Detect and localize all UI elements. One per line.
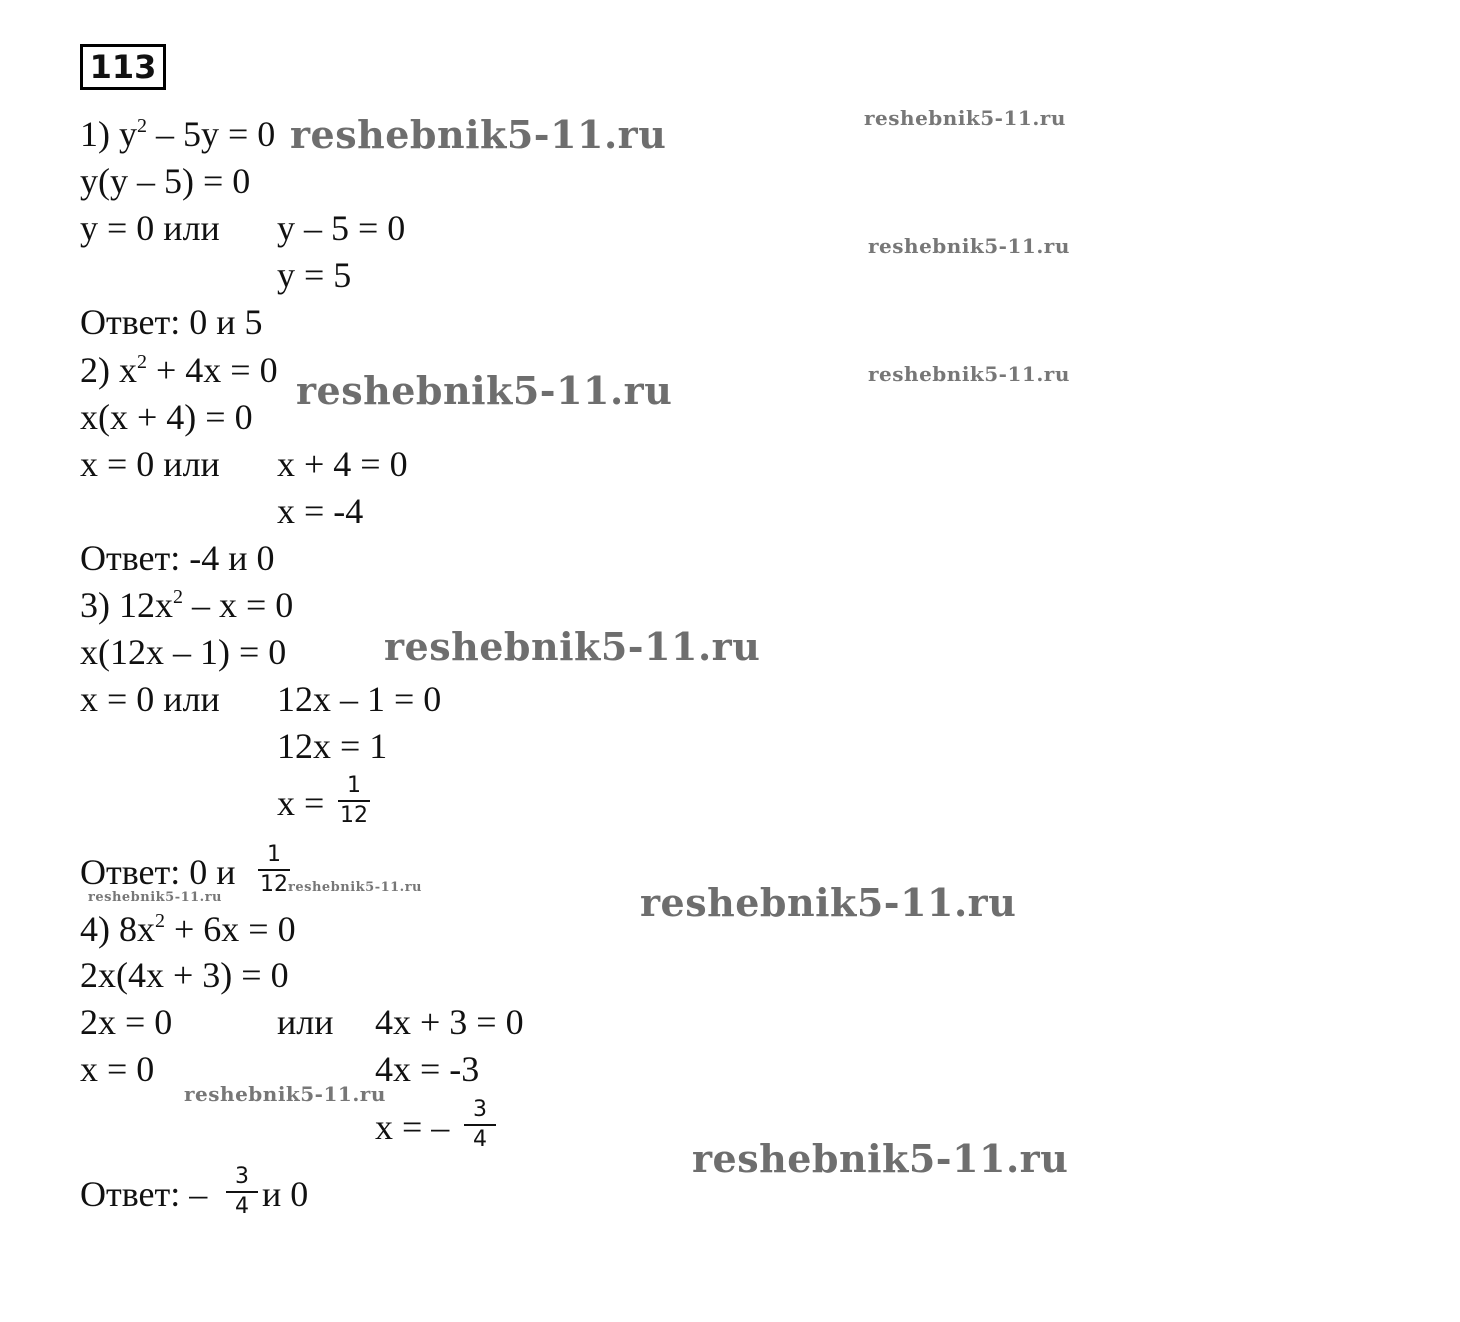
p4-ans-denominator: 4 [235,1194,249,1219]
p3-frac-numerator: 1 [347,773,361,798]
p3-case-a: x = 0 или [80,679,220,719]
p4-or: или [277,1002,334,1042]
p3-ans-numerator: 1 [267,842,281,867]
p4-case-b2: 4x = -3 [375,1049,480,1089]
p2-equation: 2) $x^2 + 4x = 0$ [80,350,278,390]
p1-case-b: y – 5 = 0 [277,208,406,248]
p1-case-b2: y = 5 [277,255,352,295]
p4-factored: 2x(4x + 3) = 0 [80,955,289,995]
p3-case-b: 12x – 1 = 0 [277,679,442,719]
watermark: reshebnik5-11.ru [692,1136,1069,1181]
watermark: reshebnik5-11.ru [864,106,1066,130]
watermark: reshebnik5-11.ru [88,890,223,905]
p4-answer-fraction [222,1163,262,1221]
p1-equation: 1) $y^2 - 5y = 0$ [80,114,276,154]
p2-answer: Ответ: -4 и 0 [80,538,275,578]
p4-answer-suffix: и 0 [262,1174,309,1214]
watermark: reshebnik5-11.ru [868,234,1070,258]
p4-frac-denominator: 4 [473,1127,487,1152]
watermark: reshebnik5-11.ru [184,1082,386,1106]
p2-case-b2: x = -4 [277,491,364,531]
p4-fraction [460,1096,500,1154]
p1-factored: y(y – 5) = 0 [80,161,251,201]
p2-case-b: x + 4 = 0 [277,444,408,484]
p3-case-b2: 12x = 1 [277,726,388,766]
p4-case-a2: x = 0 [80,1049,155,1089]
p4-answer: Ответ: – [80,1174,208,1214]
watermark: reshebnik5-11.ru [868,362,1070,386]
p4-case-b: 4x + 3 = 0 [375,1002,524,1042]
p3-case-b3: x = [277,783,325,823]
p3-frac-denominator: 12 [340,803,368,828]
p2-case-a: x = 0 или [80,444,220,484]
watermark: reshebnik5-11.ru [288,880,423,895]
p4-frac-numerator: 3 [473,1097,487,1122]
p4-case-b3: x = – [375,1107,450,1147]
p3-answer: Ответ: 0 и [80,852,236,892]
p3-factored: x(12x – 1) = 0 [80,632,287,672]
p3-fraction [334,772,374,830]
p3-ans-denominator: 12 [260,872,288,897]
p4-equation: 4) $8x^2 + 6x = 0$ [80,909,296,949]
p4-case-a: 2x = 0 [80,1002,173,1042]
p1-case-a: y = 0 или [80,208,220,248]
problem-number-box: 113 [80,44,166,90]
p2-factored: x(x + 4) = 0 [80,397,253,437]
watermark: reshebnik5-11.ru [296,368,673,413]
p3-equation: 3) $12x^2 - x = 0$ [80,585,294,625]
watermark: reshebnik5-11.ru [384,624,761,669]
watermark: reshebnik5-11.ru [290,112,667,157]
watermark: reshebnik5-11.ru [640,880,1017,925]
p4-ans-numerator: 3 [235,1164,249,1189]
p1-answer: Ответ: 0 и 5 [80,302,263,342]
